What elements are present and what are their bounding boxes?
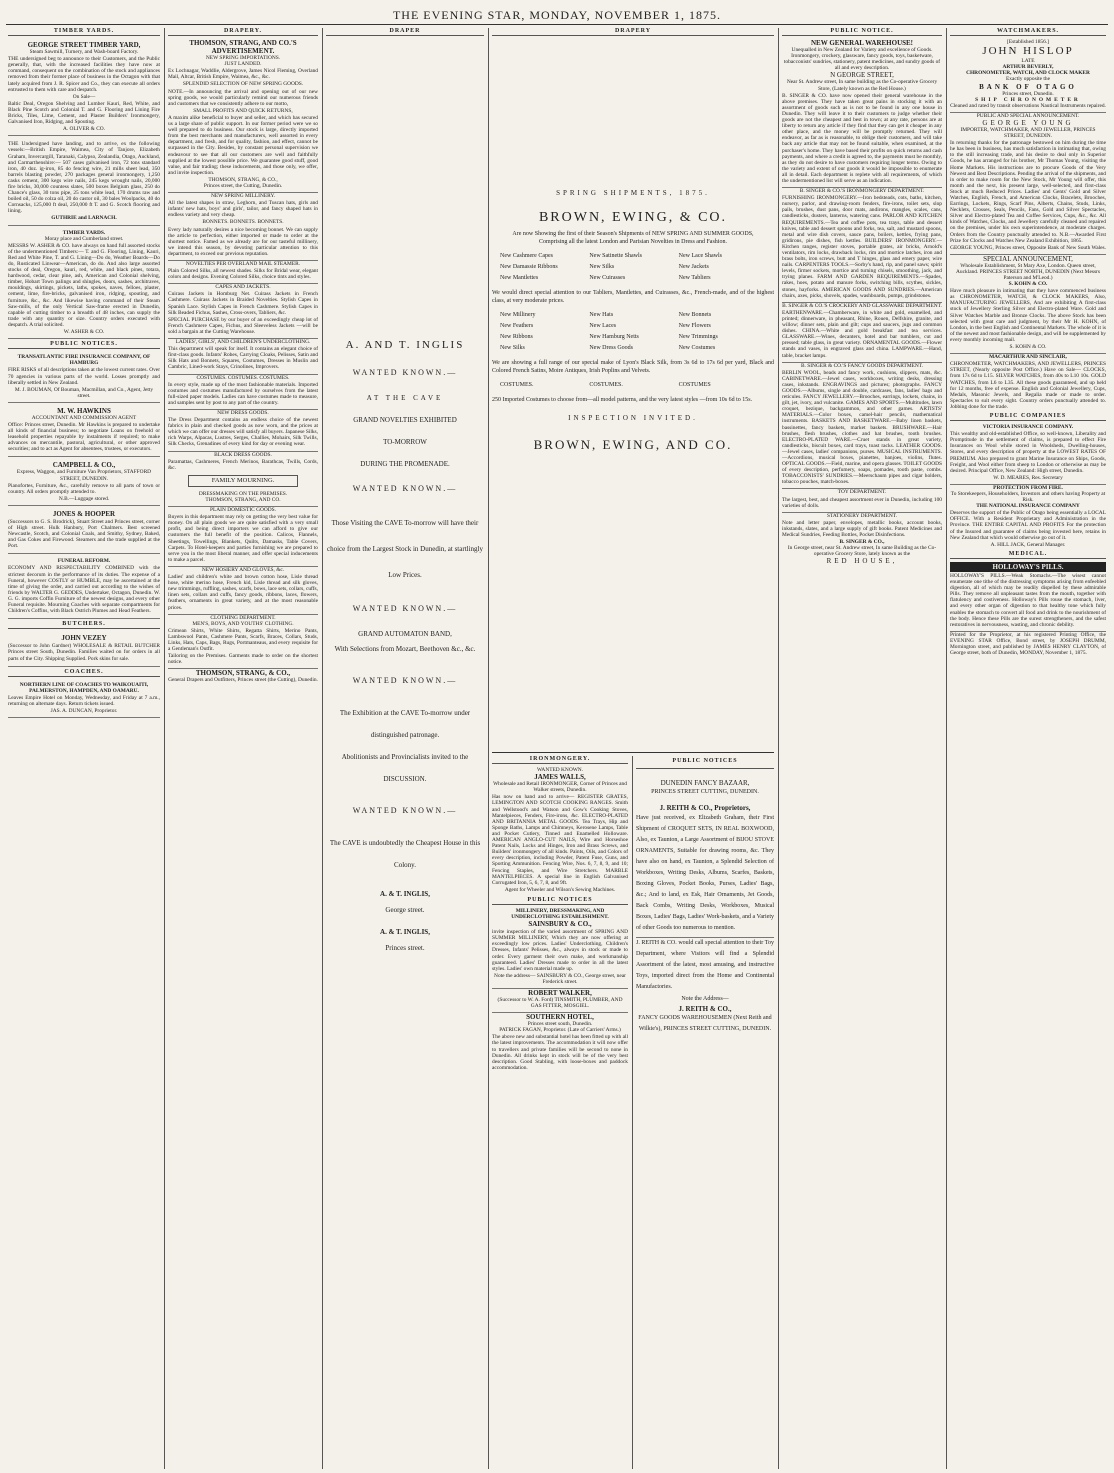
goods-item: New Tabliers <box>678 275 711 282</box>
ad-address: N GEORGE STREET, <box>830 71 894 80</box>
column-divider <box>164 28 165 1469</box>
ad-body: Ex Lochnagar, Waddlie, Aldergrove, James Nicol Fleming, Overland Mail, Altcar, British Empire, Waimea, &c., &c. <box>168 68 318 81</box>
ad-asher <box>8 228 160 340</box>
goods-item: New Mantlettes <box>500 275 539 282</box>
ad-title: JOHN HISLOP <box>982 45 1074 58</box>
ad-body: Those Visiting the CAVE To-morrow will have their choice from the Largest Stock in Dunedin, at startlingly Low Prices. <box>327 519 483 580</box>
goods-item: New Cashmere Capes <box>500 253 553 260</box>
ad-body: J. REITH & CO. would call special attention to their Toy Department, where Visitors will find a Splendid Assortment of the latest, most amusing, and instructive Toys, imported direct from the Home and Continental Manufactories. <box>636 937 774 993</box>
column-drapery <box>168 28 318 1469</box>
wanted-known-heading: WANTED KNOWN.— <box>352 368 458 378</box>
ad-body: (Successor to W. A. Ford) TINSMITH, PLUMBER, AND GAS FITTER, MOSGIEL. <box>497 997 623 1010</box>
masthead: THE EVENING STAR, MONDAY, NOVEMBER 1, 1875. <box>392 8 722 22</box>
ad-title: DUNEDIN FANCY BAZAAR, <box>660 779 750 787</box>
ad-subheading: PLAIN DOMESTIC GOODS. <box>168 506 318 513</box>
section-heading: WATCHMAKERS. <box>950 28 1106 36</box>
ad-title: NEW GENERAL WAREHOUSE! <box>810 39 914 48</box>
column-watchmakers <box>950 28 1106 1469</box>
ad-line: Cleaned and rated by transit observations Nautical Instruments repaired. <box>950 102 1106 109</box>
ad-address: Princes street. <box>385 944 425 953</box>
ad-body: The CAVE is undoubtedly the Cheapest House in this Colony. <box>329 839 481 870</box>
ad-line: LATE <box>1021 58 1035 65</box>
ad-signature: W. ASHER & CO. <box>63 329 105 336</box>
ad-body: EARTHENWARE.—Chamberware, in white and gold, enamelled, and printed; dinnerware, in pheasant, Rhine, Rouen, Delfshire, granite, and willow; dinner sets, plain and gilt; cups and saucers, jugs and common dishes. CHINA.—White and gold breakfast and tea services. GLASSWARE.—Wines, decanters, hotel and bar tumblers, cut and pressed; table glass, in great variety. ORNAMENTAL GOODS.—Flower stands and vases, in engraved glass and china. LAMPWARE.—Hand, table, bracket lamps. <box>782 309 942 359</box>
column-divider <box>778 28 779 1469</box>
ad-hawkins <box>8 405 160 458</box>
ad-signature: B. SINGER & CO., <box>839 539 885 546</box>
brand-name: BROWN, EWING, AND CO. <box>533 437 733 453</box>
ad-subheading: BLACK DRESS GOODS. <box>168 451 318 458</box>
column-inglis <box>326 28 484 1469</box>
ad-address: Princes street south, Dunedin. <box>527 1021 593 1028</box>
ad-signature: Note the address— SAINSBURY & CO., George street, near Frederick street. <box>494 972 626 985</box>
ad-signature: THOMSON, STRANG, & CO., <box>168 668 318 677</box>
holloway-banner: HOLLOWAY'S PILLS. <box>950 562 1106 572</box>
ad-line: ARTHUR BEVERLY, <box>1002 64 1054 71</box>
ad-signature: A. OLIVER & CO. <box>62 126 106 133</box>
ad-body: THE undersigned beg to announce to their Customers, and the Public generally, that, with the increased facilities they have now at command, consequent on the combination of the stock and appliances removed from their former place of business in the Octagon with that lately acquired from J. R. Spicer and Co., they can execute all orders entrusted to them with care and despatch. <box>8 56 160 93</box>
ad-subheading: MEN'S, BOYS, AND YOUTHS' CLOTHING. <box>192 620 294 627</box>
ad-address: Wholesale Establishment, St Mary Axe, London. Queen street, Auckland. PRINCES STREET NORTH, DUNEDIN (Next Messrs Paterson and M'Leod.) <box>956 262 1100 281</box>
ad-established: [Established 1856.] <box>1007 39 1049 46</box>
ad-body: SPECIAL PURCHASE by our buyer of an exceedingly cheap lot of French Cashmere Capes, Fichus, and Sleeveless Jackets —will be sold a bargain at the Cutting Warehouse. <box>168 316 318 335</box>
goods-item: New Laces <box>589 323 617 330</box>
ad-title: A. AND T. INGLIS <box>345 339 465 352</box>
ad-body: In every style, made up of the most fashionable materials. Imported costumes and costumes manufactured by ourselves from the latest full-sized paper models. Ladies can have costumes made to measure, and samples sent by post to any part of the country. <box>168 381 318 406</box>
ad-body: MESSRS W. ASHER & CO. have always on hand full assorted stocks of the undermentioned Timbers:— T. and G. Flooring, Lining, Kauri, Red and White Pine, T. and G. Lining—Do do, Weather Boards—Do do, Rusticated Linwear—American, do do. And also large assorted stocks of deal, Oregon, kauri, red, white, and black pines, totara, hardwood, cedar, clear pine, ash, American and Colonial shelving, timber, Hobart Town palings and shingles, doors, sashes, architraves, mouldings, skirtings, pickets, laths, spokes, naves, felloes, plaster, cement, lime, fire-bricks, galvanised iron, ridging, spouting, and furniture, &c., &c. And likewise having command of their Steam Saw-mills, of the only Vertical Saw-frame erected in Dunedin, capable of cutting timber to a breadth of 48 inches, can supply the trade with any quantity or size. Country orders executed with despatch. A trial solicited. <box>8 242 160 328</box>
ad-signature: A. & T. INGLIS, <box>380 928 430 937</box>
ad-address: RED HOUSE, <box>826 557 898 566</box>
ad-body: invite inspection of the varied assortment of SPRING AND SUMMER MILLINERY, Which they are now offering at exceedingly low prices. Ladies' Underclothing, Children's Dresses, Infants' Pelisses, &c., always in stock or made to order. Every garment their own make, and workmanship guaranteed. Ladies' Dresses made to order in all the latest styles. Ladies' own material made up. <box>492 929 628 972</box>
ad-body: A maxim alike beneficial to buyer and seller, and which has secured us a large share of public support. In our former period were we so well prepared to do business. Our stock is large, directly imported from the best merchants and manufacturers, well assorted in every department, and fresh, and for quality, fashion, and effect, cannot be surpassed in the City. Besides, by constant personal supervision we endeavour to see that all our customers are well and faithfully supplied at the lowest possible price. We guarantee good stuff, good value, and fair trading; these inducements, and those only, we offer, and invite inspection. <box>168 114 318 176</box>
ad-signature: S. KOHN & CO. <box>1009 344 1047 351</box>
ad-title: THOMSON, STRANG, AND CO.'S ADVERTISEMENT. <box>189 39 297 56</box>
ad-intro: Are now Showing the first of their Season's Shipments of NEW SPRING AND SUMMER GOODS, <box>512 231 754 238</box>
section-heading: PUBLIC NOTICES <box>492 897 628 905</box>
section-heading: BUTCHERS. <box>8 621 160 629</box>
ad-firm: JAMES WALLS, <box>534 773 586 782</box>
goods-item: New Flowers <box>678 323 711 330</box>
wanted-known-heading: WANTED KNOWN.— <box>352 604 458 614</box>
ad-intro: Comprising all the latest London and Parisian Novelties in Dress and Fashion. <box>539 239 727 246</box>
ad-body: The largest, best, and cheapest assortment ever in Dunedin, including 100 varieties of dolls. <box>782 496 942 509</box>
section-heading: TIMBER YARDS. <box>8 28 160 36</box>
ad-line: To Storekeepers, Householders, Investors and others having Property at Risk. <box>950 491 1106 504</box>
ad-subheading: NEW DRESS GOODS. <box>168 409 318 416</box>
ad-subtitle: IMPORTER, WATCHMAKER, AND JEWELLER, PRINCES STREET, DUNEDIN. <box>960 126 1096 140</box>
ad-northern-coaches <box>8 680 160 718</box>
ad-body: All the latest shapes in straw, Leghorn, and Tuscan hats, girls and infants' new hats, boys' and girls', tailor, and fancy shaped hats in endless variety and very cheap. <box>168 200 318 219</box>
ad-firm: SAINSBURY & CO., <box>528 920 592 929</box>
wanted-known-heading: WANTED KNOWN.— <box>352 484 458 494</box>
ad-body: Tailoring on the Premises. Garments made to order on the shortest notice. <box>168 653 318 666</box>
ad-body: In returning thanks for the patronage bestowed on him during the time he has been in business, has much satisfaction in intimating that, owing to the still increasing trade, and his desire to deal only in Superior Goods, he has arranged for his brother, Mr Thomas Young, visiting the Home Markets. His instructions are to procure Goods of the Very Newest and Best Descriptions. Pending the arrival of the shipments, and in order to make room for the New Stock, Mr Young will offer, this month and the next, his present large, well-selected, and first-class Stock at much Reduced Prices. Ladies' and Gents' Gold and Silver Watches, English, French, and American Clocks, Bracelets, Brooches, Earrings, Lockets, Rings, Scarf Pins, Alberts, Chains, Studs, Links, Necklets, Crosses, Seals, Pencils, Fans, Gold and Silver Spectacles, Silver and Electro-plated Tea and Coffee Services, Cups, &c., &c. All kinds of Watches, Clocks, and Jewellery carefully cleaned and repaired on the premises, under his own superintendence, at moderate charges. Orders from the Country punctually attended to. N.B.—Awarded First Prize for Clocks and Watches New Zealand Exhibition, 1865. <box>950 140 1106 244</box>
ad-body: This wealthy and old-established Office, so well-known, Liberality and Promptitude in the settlement of claims, is prepared to effect Fire Insurances on Wool while stored in Woolsheds, Dwelling-houses, Stores, and every description of property at the LOWEST RATES OF PREMIUM. Also prepared to grant Marine Insurance on Ships, Goods, Freight, and Wool either from sheep to London or otherwise as may be desired. Principal Office, New Zealand: High street, Dunedin. <box>950 431 1106 474</box>
ad-note: We would direct special attention to our Tabliers, Mantlettes, and Cuirasses, &c., French-made, and of the highest class, at very moderate prices. <box>492 290 774 305</box>
ad-body: BERLIN WOOL, beads and fancy work, cushions, slippers, mats, &c. CABINETWARE.—Jewel cases, workboxes, writing desks, dressing cases, inkstands. ENGRAVINGS and pictures; photographs. FANCY GOODS.—Albums, single and double, cardcases, fans, ladies' bags and reticules. FANCY JEWELLERY.—Brooches, earrings, lockets, chains, in gilt, jet, ivory, and vulcanite. GAMES AND SPORTS.—Multitudes, lawn croquet, bezique, backgammon, and other games. ARTISTS' MATERIALS.—Color boxes, camel-hair pencils, mathematical instruments. BASKETS AND BASKETWARE.—Baby linen baskets, bassinettes, fancy baskets, market baskets. BRUSHWARE.—Hair brushes, flesh brushes, clothes and hat brushes, tooth brushes. ELECTRO-PLATED WARE.—Cruet stands in great variety, candlesticks, biscuit boxes, card trays, toast racks. LEATHER GOODS.—Jewel cases, ladies' companions, purses. MUSICAL INSTRUMENTS.—Accordions, musical boxes, pianettes, banjoes, violins, flutes. OPTICAL GOODS.—Field, marine, and opera glasses. TOILET GOODS of every description, perfumery, soaps, pomades, tooth paste, combs. TOBACCONISTS' SUNDRIES.—Meerschaum pipes and cigar holders, tobacco pouches, match-boxes. <box>782 369 942 486</box>
ad-body: Have just received, ex Elizabeth Graham, their First Shipment of CROQUET SETS, IN REAL BOXWOOD, Also, ex Taunton, a Large Assortment of BIJOU STOVE ORNAMENTS, Suitable for drawing rooms, &c. They have also on hand, ex Taunton, a Splendid Selection of Workboxes, Writing Desks, Albums, Scarfes, Baskets, Boxing Gloves, Pocket Books, Purses, Ladies' Bags, &c.; And to land, ex Esk, Hair Ornaments, Jet Goods, Back Combs, Writing Desks, Workboxes, Musical Boxes, Ladies' Bags, Ladies' Work-baskets, and a Variety of other Goods too numerous to mention. <box>636 815 774 931</box>
wanted-known-heading: WANTED KNOWN.— <box>352 676 458 686</box>
column-divider <box>488 28 489 1469</box>
ad-title: WANTED KNOWN. <box>536 767 584 774</box>
ad-note: Agent for Wheeler and Wilson's Sewing Machines. <box>504 886 616 893</box>
ad-title: SPRING SHIPMENTS, 1875. <box>556 189 710 198</box>
ad-line: SHIP CHRONOMETER <box>975 96 1081 103</box>
ad-subheading: SPLENDID SELECTION OF NEW SPRING GOODS. <box>182 81 304 88</box>
ad-body: CHRONOMETER, WATCHMAKERS, AND JEWELLERS, PRINCES STREET, (Nearly opposite Post Office.) Have on Sale— CLOCKS, from 17s 6d to L15. SILVER WATCHES, from 40s to L10 10s. GOLD WATCHES, from L6 to L35. All these goods guaranteed, and up held for 12 months, free of expense. English and Colonial Jewellery, Cups, Medals, Masonic Jewels, and Regalia made or made to order. Spectacles to suit every sight. Country orders punctually attended to. Jobbing done for the trade. <box>950 361 1106 410</box>
section-heading: PUBLIC NOTICE. <box>782 28 942 36</box>
ad-line: BANK OF OTAGO <box>979 82 1077 91</box>
ad-subtitle: Moray place and Cumberland street. <box>44 235 124 242</box>
ad-firm: GEORGE YOUNG <box>982 118 1074 127</box>
ad-address: FANCY GOODS WAREHOUSEMEN (Next Reith and Wilkie's), PRINCES STREET CUTTING, DUNEDIN. <box>638 1015 772 1032</box>
department-heading: TOY DEPARTMENT. <box>782 488 942 495</box>
ad-subtitle: Wholesale and Retail IRONMONGER, Corner of Princes and Walker streets, Dunedin. <box>493 781 627 794</box>
section-heading: DRAPERY <box>492 28 774 36</box>
section-rule <box>492 752 774 753</box>
column-divider <box>946 28 947 1469</box>
department-heading: B. SINGER & CO.'S IRONMONGERY DEPARTMENT. <box>782 187 942 194</box>
goods-item: New Satinette Shawls <box>589 253 642 260</box>
section-heading: COACHES. <box>8 669 160 677</box>
ad-signature: M. J. BOUMAN, Of Bouman, Macmillan, and Co., Agent, Jetty street. <box>14 386 154 399</box>
ad-address: Near St. Andrew street, In same building as the Co-operative Grocery Store, (Lately known as the Red House.) <box>786 79 938 92</box>
goods-item: New Silks <box>500 345 525 352</box>
ad-subheading: PROTECTION FROM FIRE. <box>950 484 1106 491</box>
ad-title: FUNERAL REFORM. <box>57 558 111 565</box>
goods-item: New Hamburg Netts <box>589 334 639 341</box>
costumes-row <box>500 381 766 390</box>
ad-body: Paramattas, Cashmeres, French Merinos, Barathcas, Twills, Cords, &c. <box>168 458 318 471</box>
masthead-rule <box>6 24 1108 25</box>
ad-vezey <box>8 632 160 666</box>
ad-line: Exactly opposite the <box>1005 76 1050 83</box>
ad-address: General Drapers and Outfitters, Princes street (the Cutting), Dunedin. <box>168 677 318 684</box>
ad-firm: S. KOHN & CO. <box>1008 281 1048 288</box>
section-heading: PUBLIC NOTICES <box>636 756 774 769</box>
goods-item: New Feathers <box>500 323 534 330</box>
goods-grid-1 <box>500 252 766 283</box>
ad-body: ECONOMY AND RESPECTABILITY COMBINED with the strictest decorum in the performance of its duties. The expense of a Funeral, however COSTLY or HUMBLE, may be ascertained at the time of giving the order, and carried out according to the wishes of friends by WALTER G. GEDDES, Undertaker, Octagon, Dunedin. W. G. G. imports Coffin Furniture of the newest designs, and every other Funeral requisite. Mourning Coaches with separate compartments for Children's Coffins, with Black Ostrich Plumes and Head Feathers. <box>8 565 160 615</box>
costumes-label: COSTUMES. <box>500 382 534 389</box>
ad-body: (Successors to G. S. Brodrick), Stuart Street and Princes street, corner of High street. Hulk Hanbury, Port Chalmers. Best screened Newcastle, Scotch, and Colonial Coals, and Smithy, Sydney, Baked, and Gas Cokes and Firewood. Steamers and the trade supplied at the Port. <box>8 518 160 550</box>
ad-timber-yard <box>8 39 160 136</box>
ad-subtitle: PRINCES STREET CUTTING, DUNEDIN. <box>651 789 759 795</box>
ad-body: Every lady naturally desires a nice becoming bonnet. We can supply the article to perfection, either imported or made to order at the shortest notice. Famed as we already are for our tasteful millinery, we intend this season, by devoting particular attention to this department, to exceed our previous reputation. <box>168 226 318 257</box>
goods-grid-2 <box>500 311 766 353</box>
goods-item: New Dress Goods <box>589 345 633 352</box>
ad-subheading: PUBLIC AND SPECIAL ANNOUNCEMENT. <box>950 112 1106 119</box>
column-timber <box>8 28 160 1469</box>
goods-item: New Costumes <box>678 345 716 352</box>
column-singer <box>782 28 942 1469</box>
costumes-label: COSTUMES <box>678 382 711 389</box>
printer-imprint: Printed for the Proprietor, at his registered Printing Office, the EVENING STAR Office, Bond street, by JOSEPH DRUMM, Mornington street, and published by JAMES HENRY CLAYTON, of George street, both of Dunedin, MONDAY, November 1, 1875. <box>950 631 1106 657</box>
ad-subheading: CLOTHING DEPARTMENT. <box>168 614 318 621</box>
ad-guthrie-larnach <box>8 138 160 225</box>
ad-subheading: COSTUMES. COSTUMES. COSTUMES. <box>168 374 318 381</box>
ad-note: We are showing a full range of our special make of Lyon's Black Silk, from 3s 6d to 17s 6d per yard, Black and Colored French Satins, Moire Antiques, Irish Poplins and Velvets. <box>492 360 774 375</box>
ad-line: TO-MORROW <box>383 438 427 447</box>
goods-item: New Millinery <box>500 312 536 319</box>
ad-body: THE Undersigned have landing, and to arrive, ex the following vessels:—British Empire, Waimea, City of Tanjore, Elizabeth Graham, Invercargill, Taranaki, Calypso, Zealandia, Otago, Auckland, and Carmarthenshire:— 507 cases galvanised iron, 72 tons standard iron, 40 doz. ig-iron, 85 do fencing wire, 21 mills sheet lead, 350 barrels blasting powder, 270 packages general ironmongery, 1,250 casks cement, 300 kegs wire nails, 245 kegs wrought nails, 20,000 fire bricks, 30,000 countess slates, 500 boxes Belgium glass, 250 do Chance's glass, 30 tons pipe, 25 tons white lead, 170 drums raw and boiled oil, 50 do colza oil, 20 do castor oil, 30 bales Woolpacks, 40 do Cornsacks, 125,000 ft deal, 250,000 ft T. and G. Scotch flooring and lining. <box>8 141 160 215</box>
ad-body: The above new and substantial hotel has been fitted up with all the latest improvements. The accommodation it will now offer to travellers and private families will be second to none in Dunedin. All drinks kept in stock will be of the very best description. Good Stabling, with loose-boxes and paddock accommodation. <box>492 1034 628 1071</box>
ad-body: Plain Colored Silks, all newest shades. Silks for Bridal wear, elegant colors and designs. Evening Colored Silks, choice tints and styles. <box>168 268 318 281</box>
ad-title: TIMBER YARDS. <box>62 229 106 236</box>
ad-title: JONES & HOOPER <box>52 509 116 518</box>
goods-item: New Bonnets <box>678 312 712 319</box>
section-heading: PUBLIC NOTICES. <box>8 341 160 349</box>
ad-line: GRAND NOVELTIES EXHIBITED <box>353 416 457 425</box>
ad-firm: MACARTHUR AND SINCLAIR, <box>950 353 1106 360</box>
ad-address: Princes street, the Cutting, Dunedin. <box>203 182 283 189</box>
ad-signature: GEORGE YOUNG, Princes street, Opposite Bank of New South Wales. <box>950 244 1106 251</box>
ad-subheading: LADIES', GIRLS', AND CHILDREN'S UNDERCLOTHING. <box>168 338 318 345</box>
ad-proprietor: PATRICK FAGAN, Proprietor. (Late of Carriers' Arms.) <box>499 1027 621 1034</box>
ad-subheading: DRESSMAKING ON THE PREMISES. <box>198 490 288 497</box>
ad-subtitle: Steam Sawmill, Turnery, and Wash-board Factory. <box>29 49 139 56</box>
ad-body: FURNISHING IRONMONGERY.—Iron bedsteads, cots, baths, kitchen, nursery, parlor, and drawing-room fenders, fire-irons, toilet sets, slop pails, brushes, dust pans, door mats, andirons, mangles, scales, cans, candlesticks, dusters, lanterns, watering cans. PARLOR AND KITCHEN REQUIREMENTS.—Tea and coffee pots, tea trays, table and dessert knives, table and dessert spoons and forks, tea, salt, and mustard spoons, metal and wire dish covers, sauce pans, boilers, kettles, frying pans, gridirons, pie dishes, fish kettles. BUILDERS' IRONMONGERY.—Kitchen ranges, register stoves, portable grates, air bricks, Arnold's ventilators, rim locks, drawback locks, rim and mortice latches, iron and brass bolts, iron screws, butt and T hinges, glass and emery paper, wire nails. CARPENTERS TOOLS.—Sorby's hand, rip, and panel saws; spirit levels, firmer sockets, mortice and turning chisels, smoothing, jack, and trying planes. FARM AND GARDEN REQUIREMENTS.—Spades, rakes, hoes, potato and manure forks, switching bills, scythes, sickles, stones, hayforks. AMERICAN GOODS AND SUNDRIES.—American chairs, axes, picks, shovels, spades, washboards, pumps, grindstones. <box>782 195 942 299</box>
ad-body: Pianofortes, Furniture, &c., carefully remove to all parts of town or country. All orders promptly attended to. <box>8 482 160 495</box>
brand-name: BROWN, EWING, & CO. <box>538 210 728 226</box>
column-divider <box>632 756 633 1469</box>
ad-onsale: On Sale— <box>72 93 96 100</box>
goods-item: New Damassie Ribbons <box>500 264 558 271</box>
ad-title: JOHN VEZEY <box>61 634 107 643</box>
ad-title: M. W. HAWKINS <box>57 406 111 415</box>
ad-firm: ROBERT WALKER, <box>492 988 628 997</box>
ad-line: CHRONOMETER, WATCH, AND CLOCK MAKER <box>966 70 1090 77</box>
ad-line: GRAND AUTOMATON BAND, <box>358 630 452 639</box>
section-heading: PUBLIC COMPANIES <box>950 413 1106 421</box>
ad-title: NORTHERN LINE OF COACHES TO WAIKOUAITI, PALMERSTON, HAMPDEN, AND OAMARU. <box>19 681 149 694</box>
goods-item: New Hats <box>589 312 614 319</box>
ad-body: Office: Princes street, Dunedin. Mr Hawkins is prepared to undertake all kinds of financial business; to negotiate Loans on freehold or leasehold properties repayable by instalments if required; to make advances on mercantile, pastoral, agricultural, or other approved securities; and to act as Agent for absentees, trustees, or executors. <box>8 421 160 453</box>
ad-subtitle: Express, Waggon, and Furniture Van Proprietors, STAFFORD STREET, DUNEDIN. <box>16 469 152 482</box>
ad-title: GEORGE STREET TIMBER YARD, <box>27 41 141 50</box>
ad-note: Note the Address— <box>681 996 729 1002</box>
department-heading: B. SINGER & CO.'S CROCKERY AND GLASSWARE DEPARTMENT. <box>782 302 942 309</box>
column-ironmongery <box>492 756 628 1469</box>
ad-jones-hooper <box>8 508 160 554</box>
costumes-label: COSTUMES. <box>589 382 623 389</box>
goods-item: New Silks <box>589 264 615 271</box>
ad-title: CAMPBELL & CO., <box>52 461 116 470</box>
ad-subtitle: ACCOUNTANT AND COMMISSION AGENT <box>31 414 137 421</box>
ad-body: This department will speak for itself. It contains an elegant choice of first-class goods. Infants' Robes, Carrying Cloaks, Pelisses, Satin and Silk Hats and Bonnets, Squares, Costumes, Dresses in Muslin and Cambric, Lined-work Stays, Crinolines, Improvers. <box>168 346 318 371</box>
ad-firm: J. REITH & CO., Proprietors, <box>659 804 751 812</box>
family-mourning-box: FAMILY MOURNING. <box>188 475 298 487</box>
ad-body: B. SINGER & CO. have now opened their general warehouse in the above premises. They have taken great pains in stocking it with an assortment of goods such as is not to be found in any one house in Dunedin. They will leave it to their customers to judge whether their goods are not the cheapest and best in town; at any rate, persons are at liberty to return any article if they find that they can get it cheaper in any other place, and the money will be promptly returned. They will endeavor, as far as is reasonable, to oblige their customers, and will take back any article that may not be found suitable, when examined, at the purchaser's home. They have based their profits on quick returns and cash payments, and where a credit is agreed to, the payments must be monthly, as they do not desire to have customers requiring longer terms. Owing to the variety and extent of our goods it would be impossible to enumerate all in detail. Each department is replete with all requirements, of which the undermentioned list will serve as an indication. <box>782 92 942 184</box>
ad-firm: VICTORIA INSURANCE COMPANY. <box>982 424 1074 431</box>
ad-body: HOLLOWAY'S PILLS.—Weak Stomachs.—The wisest cannot enumerate one tithe of the distressing symptoms arising from enfeebled digestion, all of which may be readily dispelled by these admirable Pills. They remove all unpleasant tastes from the mouth, together with flatulency and costiveness. Holloway's Pills rouse the stomach, liver, and every other organ of digestion to that healthy tone which fully enables the stomach to convert all food and drink to the nourishment of the body. Hence these Pills are the surest strengtheners, and the safest restoratives in nervousness, wasting, and chronic debility. <box>950 572 1106 628</box>
goods-item: New Lace Shawls <box>678 253 722 260</box>
ad-title: TRANSATLANTIC FIRE INSURANCE COMPANY, OF HAMBURG <box>17 354 151 367</box>
ad-address: Princes street, Dunedin. <box>1002 90 1054 97</box>
department-heading: B. SINGER & CO.'S FANCY GOODS DEPARTMENT. <box>782 362 942 369</box>
section-heading: MEDICAL. <box>950 551 1106 559</box>
ad-signature: JAS. A. DUNCAN, Proprietor. <box>50 708 118 715</box>
ad-list: Ironmongery, crockery, glassware, fancy goods, toys, basketware, tobacconists' sundries, stationery, patent medicines, and sundry goods of all and every description. <box>783 53 941 72</box>
ad-subheading: SMALL PROFITS AND QUICK RETURNS, <box>193 107 293 114</box>
ad-firm: J. REITH & CO., <box>678 1005 732 1013</box>
ad-subtitle: Unequalled in New Zealand for Variety and excellence of Goods. <box>791 47 933 54</box>
ad-subheading: SPECIAL ANNOUNCEMENT, <box>950 254 1106 263</box>
section-heading: IRONMONGERY. <box>492 756 628 764</box>
ad-line: DURING THE PROMENADE. <box>360 460 450 469</box>
column-divider <box>322 28 323 1469</box>
ad-title: MILLINERY, DRESSMAKING, AND UNDERCLOTHING ESTABLISHMENT. <box>511 907 609 921</box>
ad-subheading: NOVELTIES PER OVERLAND MAIL STEAMER. <box>168 260 318 267</box>
ad-line: AT THE CAVE <box>366 394 444 403</box>
ad-line: With Selections from Mozart, Beethoven &c., &c. <box>334 645 476 654</box>
section-heading: DRAPERY. <box>168 28 318 36</box>
wanted-known-heading: WANTED KNOWN.— <box>352 806 458 816</box>
ad-subheading: NEW SPRING MILLINERY. <box>168 192 318 199</box>
ad-signature: A. & T. INGLIS, <box>380 890 430 899</box>
ad-address: George street. <box>385 906 425 915</box>
ad-body: Buyers in this department may rely on getting the very best value for money. On all plain goods we are quite satisfied with a very small profit, and being direct importers we can afford to give our customers the full benefit of the position. Calicos, Flannels, Sheetings, Towellings, Blankets, Quilts, Damasks, Table Covers, Carpets. To Hotel-keepers and parties furnishing we are prepared to serve you in the most liberal manner, and offer special inducements to make a parcel. <box>168 514 318 563</box>
ad-note: N.B.—Luggage stored. <box>58 495 110 502</box>
ad-subheading: NEW SPRING IMPORTATIONS. <box>205 55 281 62</box>
ad-subheading: JUST LANDED. <box>224 61 262 68</box>
goods-item: New Trimmings <box>678 334 718 341</box>
ad-signature: THOMSON, STRANG, & CO., <box>208 176 278 183</box>
goods-item: New Cuirasses <box>589 275 626 282</box>
ad-subheading: CAPES AND JACKETS. <box>168 283 318 290</box>
ad-body: FIRE RISKS of all descriptions taken at the lowest current rates. Over 70 agencies in various parts of the world. Losses promptly and liberally settled in New Zealand. <box>8 367 160 386</box>
ad-body: Leaves Empire Hotel on Monday, Wednesday, and Friday at 7 a.m., returning on alternate days. Return tickets issued. <box>8 694 160 707</box>
ad-body: The Dress Department contains an endless choice of the newest fabrics in plain and checked goods as now worn, and the prices at which we can offer our dresses will satisfy all buyers. Japanese Silks, rich Warps, Alpacas, Lustres, Serges, Challies, Mohairs, Silk Twills, Silk Checks, Grenadines of every kind for day or evening wear. <box>168 417 318 448</box>
ad-body: NOTE.—In announcing the arrival and opening out of our new spring goods, we would particularly remind our numerous friends and customers that we consistently adhere to our motto, <box>168 88 318 107</box>
column-fancy-bazaar <box>636 756 774 1469</box>
ad-body: Have much pleasure in intimating that they have commenced business as CHRONOMETER, WATCH, & CLOCK MAKERS, Also, MANUFACTURING JEWELLERS, And are exhibiting A first-class stock of Jewellery Sterling Silver and Electro-plated Ware. Gold and Silver Watches Marble and Bronze Clocks. The above Stock has been selected with great care and judgment, by their Mr H. KOHN, of London, in the best English and Continental Markets. The whole of it is of the newest and most fashionable design, and will be supplemented by every monthly incoming mail. <box>950 288 1106 343</box>
ad-address: In George street, near St. Andrew street, In same Building as the Co-operative Grocery Store, lately known as the <box>787 545 937 558</box>
ad-signature: A. HILL JACK, General Manager. <box>990 541 1066 548</box>
ad-body: Abolitionists and Provincialists invited to the DISCUSSION. <box>341 753 469 784</box>
ad-body: Cuirass Jackets in Homburg Net. Cuirass Jackets in French Cashmere. Cuirass Jackets in Braided Novelties. Stylish Capes in Spanish Lace. Stylish Capes in French Cashmere. Stylish Capes in Silk Beaded Fichus, Sashes, Cross-overs, Tabliers, &c. <box>168 291 318 316</box>
ad-signature: THOMSON, STRANG, AND CO. <box>205 497 281 503</box>
goods-item: New Jackets <box>678 264 709 271</box>
ad-body: Has now on hand and to arrive— REGISTER GRATES, LEMINGTON AND SCOTCH COOKING RANGES. Smith and Wellstood's and Watson and Gow's Cooking Stoves, Mantelpieces, Fenders, Fire-irons, &c. ELECTRO-PLATED AND BRITANNIA METAL GOODS. Tea Trays, Hip and Sponge Baths, Lamps and Chimneys, Kerosene Lamps, Table and Pocket Cutlery, Tinned and Enamelled Holloware. AMERICAN ANGLO-CUT NAILS, Wire and Horseshoe Patent Nails, Locks and Hinges, Iron and Brass Screws, and Builders' ironmongery of all kinds. Paints, Oils, and Colors of every description, including Powder, Patent Fuse, Guns, and Sporting Ammunition. Fencing Wire, Nos. 6, 7, 8, 9, and 10; Fencing Staples, and Wire Stretchers. MARBLE MANTELPIECES. A special line in English Galvanised Corrugated Iron, 5, 6, 7, 8, and 9ft. <box>492 794 628 886</box>
ad-subheading: NEW HOSIERY AND GLOVES, &c. <box>168 566 318 573</box>
ad-list: Baltic Deal, Oregon Shelving and Lumber Kauri, Red, White, and Black Pine Scotch and Colonial T. and G. Flooring and Lining Fire Bricks, Tiles, Lime, Cement, and Plaster Builders' Ironmongery, Galvanised Iron, Ridging, and Spouting. <box>8 100 160 126</box>
ad-transatlantic <box>8 352 160 403</box>
ad-note: 250 Imported Costumes to choose from—all model patterns, and the very latest styles —from 10s 6d to 15s. <box>492 397 753 404</box>
ad-campbell <box>8 459 160 505</box>
department-heading: STATIONERY DEPARTMENT. <box>782 512 942 519</box>
ad-funeral <box>8 556 160 619</box>
goods-item: New Ribbons <box>500 334 533 341</box>
ad-firm: SOUTHERN HOTEL, <box>492 1012 628 1021</box>
ad-body: Deserves the support of the Public of Otago being essentially a LOCAL OFFICE. With a Resident Proprietary and Administration in the Province. THE ENTIRE CAPITAL AND PROFITS For the protection of the Insured and guarantee of claims being invested here, retains in New Zealand that which would otherwise go out of it. <box>950 510 1106 541</box>
section-heading: DRAPER <box>326 28 484 36</box>
ad-signature: GUTHRIE and LARNACH. <box>51 215 117 222</box>
ad-body: Crimean Shirts, White Shirts, Regatta Shirts, Merino Pants, Lambswool Pants, Cashmere Pants, Scarfs, Braces, Collars, Studs, Links, Hats, Caps, Bags, Rugs, Portmanteaus, and every requisite for a Gentleman's Outfit. <box>168 627 318 653</box>
ad-firm: THE NATIONAL INSURANCE COMPANY <box>976 503 1080 510</box>
inspection-invited: INSPECTION INVITED. <box>568 414 698 423</box>
ad-signature: W. D. MEARES, Res. Secretary <box>993 474 1063 481</box>
ad-subheading: BONNETS. BONNETS. BONNETS. <box>202 219 284 226</box>
ad-body: Note and letter paper, envelopes, metallic books, account books, inkstands, slates, and a large supply of gift books. Patent Medicines and Medical Sundries, Feeding Bottles, Pocket Disinfections. <box>782 519 942 539</box>
ad-body: The Exhibition at the CAVE To-morrow under distinguished patronage. <box>339 709 471 740</box>
ad-body: (Successor to John Gardner) WHOLESALE & RETAIL BUTCHER Princes street South, Dunedin. Families waited on for orders in all parts of the City. Shipping Supplied. Pork skins for sale. <box>8 643 160 662</box>
ad-body: Ladies' and children's white and brown cotton hose, Lisle thread hose, white merino hose, French kid, Lisle thread and silk gloves, new trimmings, ruffling, sashes, scarfs, bows, lace sets, collars, cuffs, linen sets, collars and cuffs, fancy goods, ribbons, laces, flowers, feathers, ornaments in great variety, and at the most reasonable prices. <box>168 574 318 611</box>
